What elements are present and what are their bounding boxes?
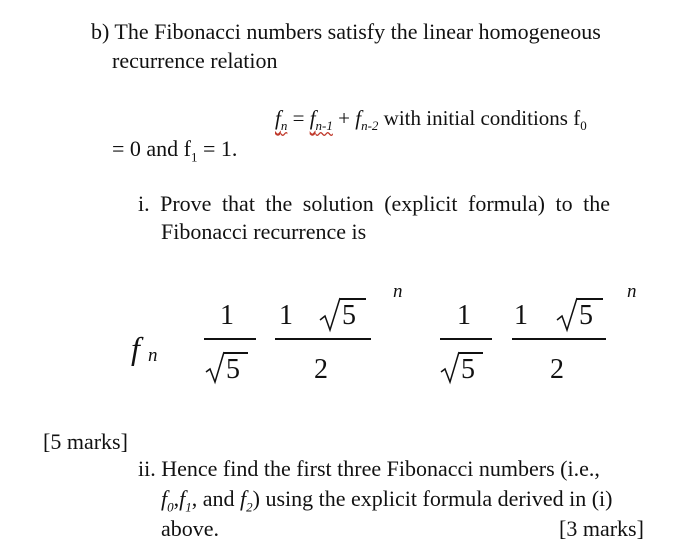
relation-with-text: with initial conditions f [383, 106, 581, 130]
relation-equals: = [292, 106, 305, 130]
term1-coef-fraction-bar [204, 338, 256, 340]
term1-coef-five: 5 [226, 354, 240, 385]
term2-coef-fraction-bar [440, 338, 492, 340]
part-ii-line-2 [161, 488, 612, 513]
part-ii-f2: f [240, 486, 247, 511]
term2-coef-five: 5 [461, 354, 475, 385]
relation-plus: + [338, 106, 350, 130]
part-i-line-2: Fibonacci recurrence is [161, 219, 367, 244]
term1-base-five: 5 [342, 300, 356, 331]
part-i-line-1: i. Prove that the solution (explicit formula) to the [138, 191, 610, 216]
marks-part-ii: [3 marks] [559, 516, 644, 541]
relation-lhs-sub: n [280, 118, 288, 134]
part-b-line-4 [112, 138, 237, 163]
term1-base-fraction-bar [275, 338, 371, 340]
relation-f0-sub: 0 [580, 118, 587, 134]
term1-base-one: 1 [279, 300, 293, 331]
relation-term2-f: f [355, 106, 362, 130]
term2-base-five: 5 [579, 300, 593, 331]
relation-term2-sub: n-2 [361, 118, 379, 134]
part-ii-and: , and [191, 486, 235, 511]
term1-coef-numerator: 1 [220, 300, 234, 331]
relation-lhs-f: f [275, 106, 281, 130]
part-ii-comma: , [173, 486, 180, 511]
term2-exponent: n [627, 281, 637, 302]
term2-coef-numerator: 1 [457, 300, 471, 331]
term1-base-two: 2 [314, 354, 328, 385]
term2-base-radical-icon [557, 298, 579, 332]
term1-coef-radical-icon [206, 352, 226, 384]
initial-cond-end: = 1. [197, 136, 238, 161]
term2-base-one: 1 [514, 300, 528, 331]
term1-exponent: n [393, 281, 403, 302]
part-ii-f1-sub: 1 [185, 499, 192, 515]
part-ii-line-2-end: ) using the explicit formula derived in (i) [252, 486, 613, 511]
term2-coef-radical-icon [441, 352, 461, 384]
term1-base-radical-icon [320, 298, 342, 332]
term2-base-two: 2 [550, 354, 564, 385]
part-ii-line-3: above. [161, 516, 220, 541]
part-ii-f0-sub: 0 [167, 499, 174, 515]
initial-cond-sub: 1 [191, 149, 198, 165]
formula-lhs-sub: n [148, 345, 158, 366]
relation-term1-sub: n-1 [315, 118, 333, 134]
part-ii-line-1: ii. Hence find the first three Fibonacci numbers (i.e., [138, 456, 600, 481]
relation-term1-f: f [309, 106, 316, 130]
term2-base-fraction-bar [512, 338, 606, 340]
recurrence-relation [275, 108, 587, 132]
part-ii-f2-sub: 2 [246, 499, 253, 515]
part-b-line-2: recurrence relation [112, 48, 278, 73]
marks-part-i: [5 marks] [43, 429, 128, 454]
part-b-line-1: b) The Fibonacci numbers satisfy the linear homogeneous [91, 19, 601, 44]
formula-lhs-f: f [131, 330, 140, 366]
part-ii-f0: f [161, 486, 168, 511]
initial-cond-text: = 0 and f [112, 136, 191, 161]
part-ii-f1: f [179, 486, 186, 511]
